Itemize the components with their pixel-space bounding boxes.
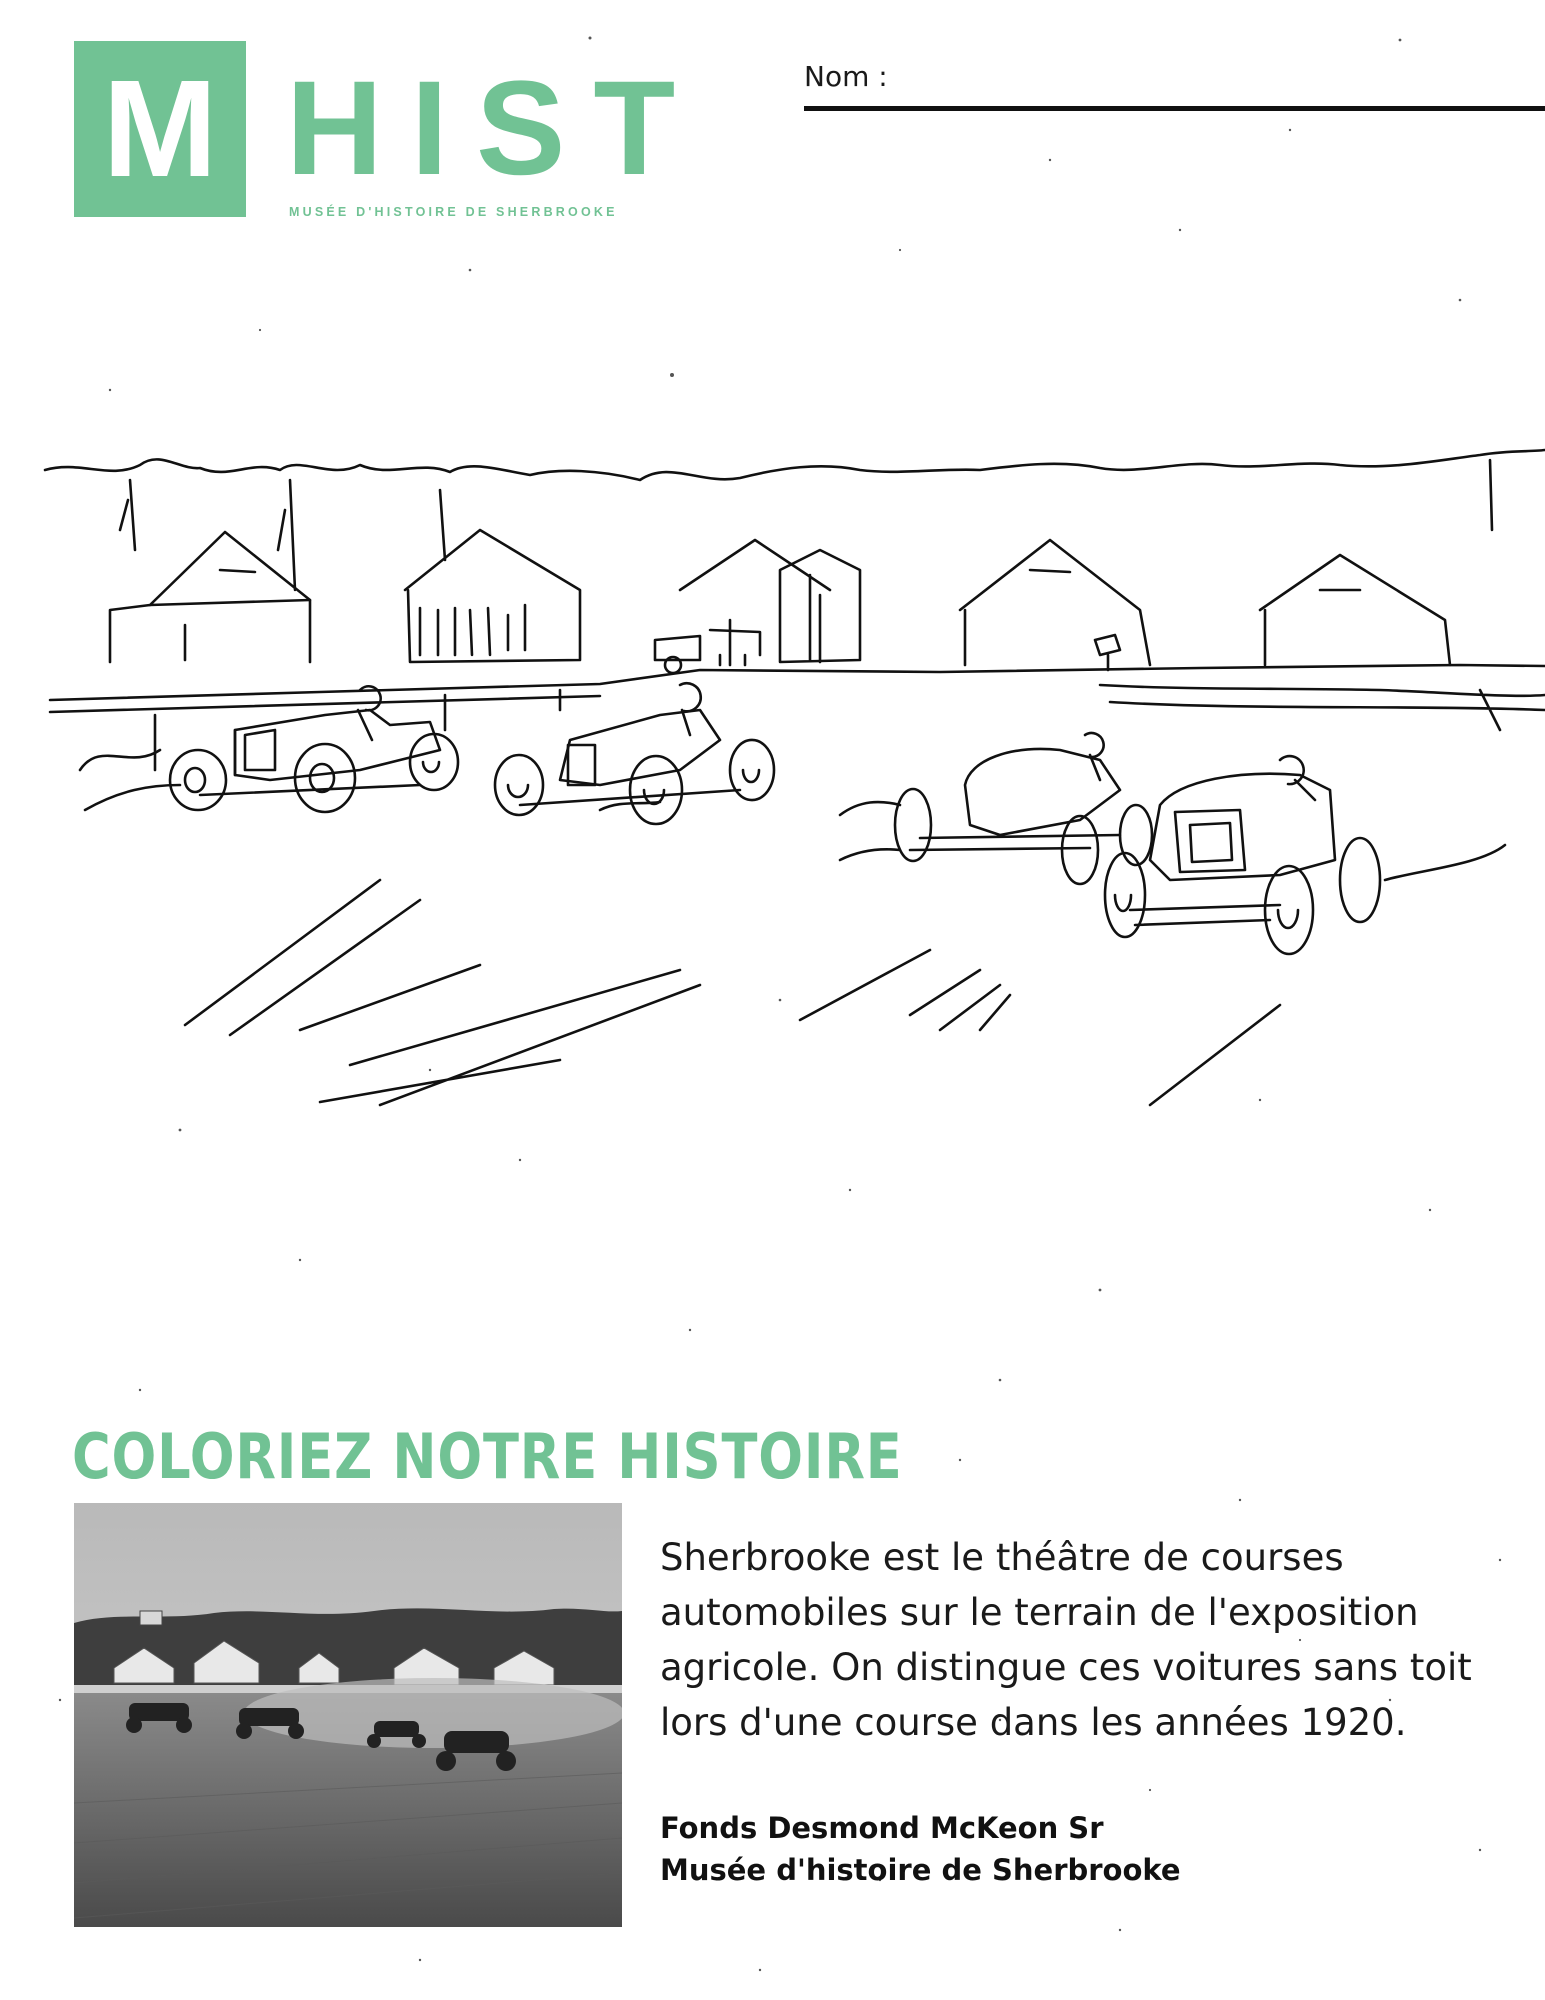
coloring-drawing (40, 440, 1545, 1120)
photo-credit (660, 1807, 1181, 1891)
treeline (45, 450, 1545, 480)
logo-letter: M (102, 52, 218, 206)
historical-photo (74, 1503, 622, 1927)
building-1 (110, 532, 310, 662)
description-text: Sherbrooke est le théâtre de courses automobiles sur le terrain de l'exposition agricole. On distingue ces voitures sans toit lors d'une course dans les années 1920. (660, 1536, 1472, 1744)
wagon (655, 630, 760, 673)
logo-wordmark: HIST (286, 54, 704, 203)
building-2 (405, 530, 580, 662)
logo-badge (74, 41, 246, 217)
name-label: Nom : (804, 60, 888, 93)
fence-rail (50, 665, 1545, 700)
name-write-line[interactable] (804, 106, 1545, 111)
logo-subtitle: MUSÉE D'HISTOIRE DE SHERBROOKE (289, 205, 618, 219)
building-5 (1260, 555, 1450, 665)
race-car-4 (1105, 756, 1505, 954)
ground-strokes (80, 750, 900, 860)
building-3 (680, 540, 830, 665)
page-title: COLORIEZ NOTRE HISTOIRE (72, 1420, 903, 1493)
credit-fonds: Fonds Desmond McKeon Sr (660, 1811, 1104, 1845)
credit-museum: Musée d'histoire de Sherbrooke (660, 1853, 1181, 1887)
building-4 (960, 540, 1150, 665)
